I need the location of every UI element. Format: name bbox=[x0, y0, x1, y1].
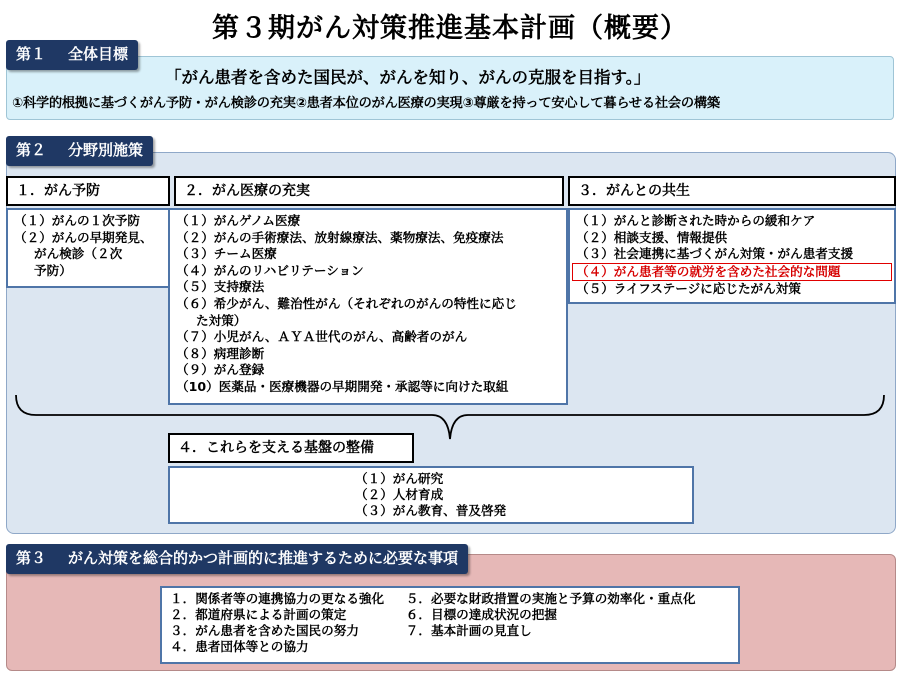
curly-brace-connector bbox=[14, 393, 886, 443]
list-item: ３．がん患者を含めた国民の努力 bbox=[170, 623, 359, 638]
coexistence-list bbox=[568, 208, 896, 304]
prevention-list bbox=[6, 208, 170, 288]
section3-label: がん対策を総合的かつ計画的に推進するために必要な事項 bbox=[68, 549, 459, 567]
list-item: （10）医薬品・医療機器の早期開発・承認等に向けた取組 bbox=[176, 378, 509, 394]
foundation-heading: ４．これらを支える基盤の整備 bbox=[168, 433, 414, 463]
list-item: （３）社会連携に基づくがん対策・がん患者支援 bbox=[576, 246, 854, 262]
list-item: （１）がん研究 bbox=[355, 471, 444, 486]
list-item: た対策） bbox=[196, 312, 247, 328]
list-item: ５．必要な財政措置の実施と予算の効率化・重点化 bbox=[405, 591, 696, 606]
medical-care-list bbox=[168, 208, 568, 405]
section2-number: 第２ bbox=[16, 141, 47, 159]
list-item: （５）ライフステージに応じたがん対策 bbox=[576, 281, 801, 297]
list-item: 予防） bbox=[34, 262, 72, 278]
section2-tab bbox=[6, 136, 153, 166]
section2-label: 分野別施策 bbox=[68, 141, 144, 159]
section1-label: 全体目標 bbox=[68, 45, 129, 63]
overall-subgoals-text: ①科学的根拠に基づくがん予防・がん検診の充実②患者本位のがん医療の実現③尊厳を持って安心して暮らせる社会の構築 bbox=[12, 96, 720, 111]
list-item: （２）相談支援、情報提供 bbox=[576, 229, 728, 245]
list-item: （７）小児がん、ＡＹＡ世代のがん、高齢者のがん bbox=[176, 329, 468, 345]
list-item: （４）がんのリハビリテーション bbox=[176, 262, 364, 278]
list-item: ４．患者団体等との協力 bbox=[170, 639, 309, 654]
list-item: １．関係者等の連携協力の更なる強化 bbox=[170, 591, 385, 606]
medical-care-heading: ２．がん医療の充実 bbox=[174, 176, 564, 206]
section3-number: 第３ bbox=[16, 549, 47, 567]
required-matters-list bbox=[160, 586, 740, 664]
list-item: （６）希少がん、難治性がん（それぞれのがんの特性に応じ bbox=[176, 295, 517, 311]
list-item: （２）がんの手術療法、放射線療法、薬物療法、免疫療法 bbox=[176, 229, 504, 245]
section1-number: 第１ bbox=[16, 45, 47, 63]
section1-tab bbox=[6, 40, 138, 70]
page-title: 第３期がん対策推進基本計画（概要） bbox=[212, 13, 688, 44]
overall-goal-text: 「がん患者を含めた国民が、がんを知り、がんの克服を目指す。」 bbox=[165, 68, 651, 87]
list-item: （２）人材育成 bbox=[355, 487, 444, 502]
list-item: （１）がんと診断された時からの緩和ケア bbox=[576, 213, 816, 228]
list-item: （２）がんの早期発見、 bbox=[14, 229, 153, 245]
foundation-list bbox=[168, 466, 694, 524]
list-item: ２．都道府県による計画の策定 bbox=[170, 607, 347, 622]
section3-tab bbox=[6, 544, 468, 574]
list-item: （１）がんの１次予防 bbox=[14, 213, 140, 228]
list-item: （５）支持療法 bbox=[176, 279, 265, 295]
highlighted-list-item: （４）がん患者等の就労を含めた社会的な問題 bbox=[572, 263, 892, 282]
list-item: （９）がん登録 bbox=[176, 362, 265, 378]
list-item: （３）がん教育、普及啓発 bbox=[355, 503, 507, 518]
list-item: （８）病理診断 bbox=[176, 345, 265, 361]
list-item: （１）がんゲノム医療 bbox=[176, 213, 301, 228]
list-item: がん検診（２次 bbox=[34, 246, 123, 262]
list-item: （３）チーム医療 bbox=[176, 246, 277, 262]
list-item: ７．基本計画の見直し bbox=[405, 623, 532, 638]
coexistence-heading: ３．がんとの共生 bbox=[568, 176, 896, 206]
list-item: ６．目標の達成状況の把握 bbox=[405, 607, 557, 622]
prevention-heading: １．がん予防 bbox=[6, 176, 170, 206]
